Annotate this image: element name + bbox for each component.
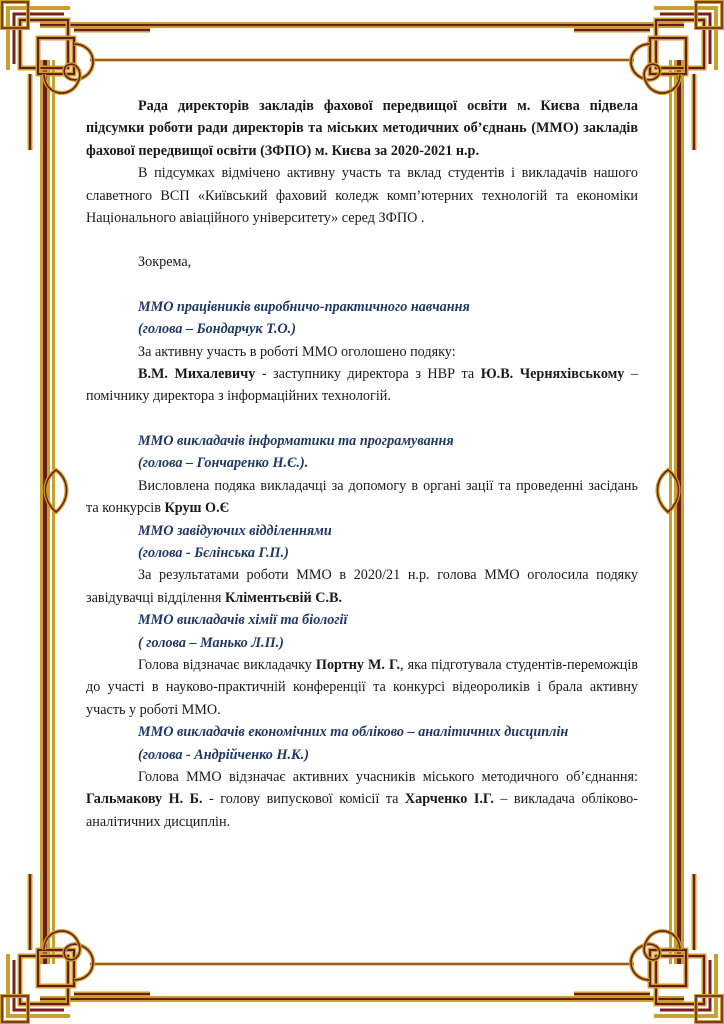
section-text: Голова ММО відзначає активних учасників міського методичного об’єднання: (138, 768, 638, 785)
section-head-name: ( голова – Манько Л.П.) (138, 634, 284, 651)
section-paragraph (86, 654, 638, 721)
section-text: Висловлена подяка викладачці за допомогу в органі зації та проведенні засідань та конкурсів (86, 477, 638, 517)
section-text: - голову випускової комісії та (202, 791, 405, 808)
section-paragraph (86, 564, 638, 609)
intro-paragraph: В підсумках відмічено активну участь та вклад студентів і викладачів нашого славетного ВСП «Київський фаховий коледж комп’ютерних технологій та економіки Національного авіаційного університету» серед ЗФПО . (86, 165, 638, 227)
person-name: Харченко І.Г. (404, 791, 494, 808)
person-name: Круш О.Є (164, 500, 230, 517)
section-heading: ММО викладачів економічних та обліково – аналітичних дисциплін (138, 724, 569, 741)
section-heading: ММО викладачів інформатики та програмування (138, 432, 454, 449)
section-head-name: (голова - Андрійченко Н.К.) (138, 746, 309, 763)
section-text: Голова відзначає викладачку (138, 656, 316, 673)
person-name: Ю.В. Черняхівському (480, 366, 625, 383)
section-text: , яка підготувала студентів-переможців до участі в науково-практичній конференції та конкурсі відеороликів і брала активну участь у роботі ММО. (86, 656, 638, 718)
section-heading: ММО завідуючих відділеннями (138, 522, 332, 539)
section-text: - заступнику директора з НВР та (255, 366, 481, 383)
document-body (86, 95, 638, 833)
section-heading: ММО працівників виробничо-практичного навчання (138, 298, 470, 315)
section-head-name: (голова – Гончаренко Н.Є.). (138, 455, 309, 472)
section-head-name: (голова - Бєлінська Г.П.) (138, 544, 289, 561)
person-name: Гальмакову Н. Б. (86, 791, 203, 808)
section-text: – помічнику директора з інформаційних технологій. (86, 366, 638, 405)
intro-heading: Рада директорів закладів фахової передвищої освіти м. Києва підвела підсумки роботи ради директорів та міських методичних об’єднань (ММО) закладів фахової передвищої освіти (ЗФПО) м. Києва за 2020-2021 н.р. (86, 98, 638, 159)
section-text: За результатами роботи ММО в 2020/21 н.р. голова ММО оголосила подяку завідувачці відділення (86, 567, 638, 606)
person-name: В.М. Михалевичу (138, 366, 256, 383)
zokrema-text: Зокрема, (138, 254, 192, 271)
section-text: За активну участь в роботі ММО оголошено подяку: (138, 343, 456, 360)
section-head-name: (голова – Бондарчук Т.О.) (138, 321, 296, 338)
section-paragraph (86, 766, 638, 833)
section-heading: ММО викладачів хімії та біології (138, 612, 348, 629)
person-name: Портну М. Г. (315, 656, 401, 673)
section-paragraph (86, 363, 638, 408)
person-name: Кліментьєвій С.В. (224, 589, 343, 606)
section-paragraph (86, 475, 638, 520)
section-text: – викладача обліково-аналітичних дисциплін. (86, 791, 638, 830)
